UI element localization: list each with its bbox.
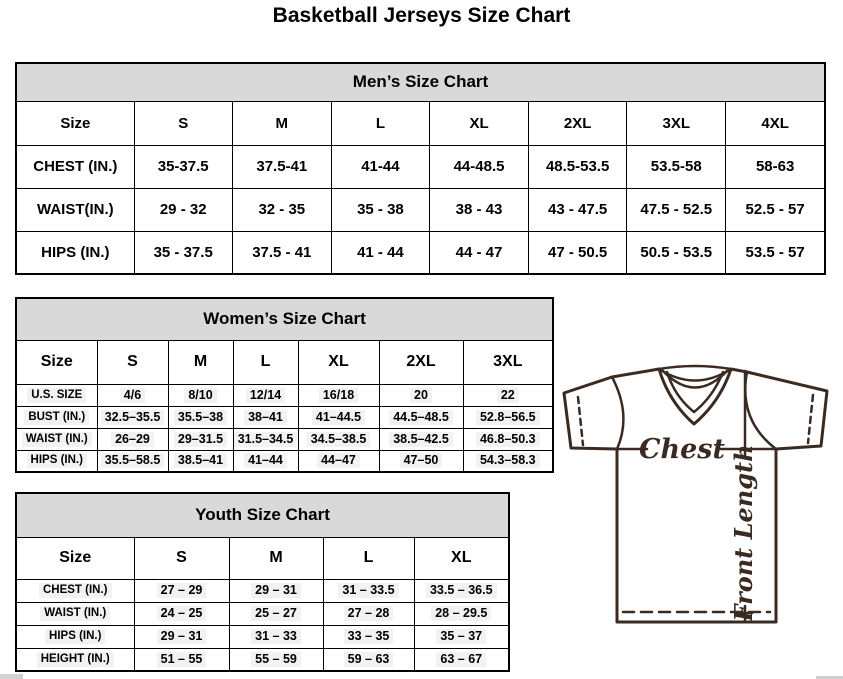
page-title: Basketball Jerseys Size Chart: [272, 4, 571, 27]
cell-text: 4XL: [761, 114, 789, 132]
cell-text: 41–44: [244, 453, 287, 468]
cropped-edge-element-left: [0, 674, 23, 679]
cell-text: 35.5–58.5: [101, 453, 165, 468]
value-cell: [414, 648, 509, 671]
value-cell: [726, 188, 825, 231]
cell-text: BUST (IN.): [24, 410, 89, 425]
cell-text: 35 - 38: [357, 201, 404, 218]
cell-text: M: [269, 549, 283, 566]
value-cell: [429, 145, 528, 188]
value-cell: [232, 101, 331, 145]
womens-chart-title: Women’s Size Chart: [16, 298, 553, 340]
cell-text: 37.5 - 41: [252, 243, 312, 261]
value-cell: [429, 188, 528, 231]
value-cell: [379, 384, 463, 406]
cell-text: 38–41: [244, 410, 287, 425]
cell-text: XL: [328, 353, 349, 370]
value-cell: [331, 101, 429, 145]
cell-text: 26–29: [111, 432, 154, 447]
table-header-row: [16, 340, 553, 384]
table-title-row: [16, 493, 509, 537]
row-label-cell: [16, 579, 134, 602]
value-cell: [414, 602, 509, 625]
left-sleeve-dash-line: [578, 397, 583, 445]
value-cell: [233, 384, 298, 406]
cell-text: 4/6: [120, 388, 145, 403]
value-cell: [298, 428, 379, 450]
cell-text: 44–47: [317, 453, 360, 468]
value-cell: [414, 625, 509, 648]
cell-text: 22: [497, 388, 519, 403]
right-sleeve-dash-line: [808, 395, 813, 443]
value-cell: [229, 537, 323, 579]
cell-text: 35 – 37: [436, 629, 486, 644]
cell-text: 38 - 43: [455, 201, 503, 218]
cell-text: 44.5–48.5: [389, 410, 453, 425]
value-cell: [97, 384, 168, 406]
value-cell: [414, 579, 509, 602]
cell-text: L: [260, 353, 271, 370]
value-cell: [97, 428, 168, 450]
value-cell: [323, 602, 414, 625]
cell-text: S: [178, 114, 189, 132]
value-cell: [298, 406, 379, 428]
table-row: [16, 450, 553, 472]
cell-text: 24 – 25: [157, 606, 207, 621]
value-cell: [134, 602, 229, 625]
value-cell: [134, 188, 232, 231]
value-cell: [134, 145, 232, 188]
row-label-cell: [16, 340, 97, 384]
value-cell: [463, 450, 553, 472]
value-cell: [726, 231, 825, 274]
value-cell: [229, 579, 323, 602]
cell-text: 29 – 31: [157, 629, 207, 644]
cell-text: HEIGHT (IN.): [37, 652, 114, 667]
cell-text: 55 – 59: [251, 652, 301, 667]
cell-text: 44 - 47: [455, 243, 503, 261]
table-title-row: [16, 63, 825, 101]
youth-chart-title: Youth Size Chart: [16, 493, 509, 537]
cell-text: 59 – 63: [344, 652, 394, 667]
cell-text: 44-48.5: [453, 158, 505, 175]
cell-text: 35-37.5: [157, 158, 209, 175]
cell-text: 33.5 – 36.5: [426, 583, 497, 598]
cell-text: 32 - 35: [258, 201, 306, 218]
value-cell: [331, 188, 429, 231]
cell-text: HIPS (IN.): [45, 629, 105, 644]
row-label-cell: [16, 188, 134, 231]
value-cell: [233, 450, 298, 472]
value-cell: [529, 231, 627, 274]
value-cell: [463, 384, 553, 406]
value-cell: [529, 188, 627, 231]
table-header-row: [16, 101, 825, 145]
youth-size-chart-table: [15, 492, 510, 672]
cell-text: 25 – 27: [251, 606, 301, 621]
jersey-measurement-diagram: [555, 358, 843, 658]
value-cell: [627, 188, 726, 231]
value-cell: [463, 340, 553, 384]
value-cell: [168, 428, 233, 450]
cell-text: CHEST (IN.): [39, 583, 112, 598]
cell-text: 28 – 29.5: [431, 606, 491, 621]
cell-text: 37.5-41: [256, 158, 308, 175]
table-row: [16, 188, 825, 231]
cell-text: 12/14: [246, 388, 285, 403]
womens-size-chart-table: [15, 297, 554, 473]
cell-text: 29–31.5: [174, 432, 227, 447]
table-row: [16, 406, 553, 428]
cell-text: 32.5–35.5: [101, 410, 165, 425]
cell-text: 33 – 35: [344, 629, 394, 644]
cell-text: 63 – 67: [436, 652, 486, 667]
cell-text: 46.8–50.3: [476, 432, 540, 447]
cell-text: 47.5 - 52.5: [640, 201, 713, 218]
value-cell: [97, 450, 168, 472]
cell-text: 53.5 - 57: [745, 243, 805, 261]
cell-text: 35.5–38: [174, 410, 227, 425]
cell-text: M: [275, 114, 289, 132]
cell-text: U.S. SIZE: [27, 388, 86, 403]
cell-text: S: [176, 549, 187, 566]
cell-text: 43 - 47.5: [548, 201, 608, 218]
table-row: [16, 145, 825, 188]
value-cell: [331, 145, 429, 188]
row-label-cell: [16, 101, 134, 145]
cell-text: 50.5 - 53.5: [640, 243, 713, 261]
value-cell: [379, 406, 463, 428]
cell-text: 47–50: [400, 453, 443, 468]
cell-text: CHEST (IN.): [33, 158, 118, 175]
value-cell: [232, 231, 331, 274]
cell-text: HIPS (IN.): [41, 243, 110, 261]
row-label-cell: [16, 231, 134, 274]
value-cell: [233, 340, 298, 384]
cell-text: 38.5–42.5: [389, 432, 453, 447]
cell-text: 31 – 33.5: [338, 583, 398, 598]
value-cell: [298, 450, 379, 472]
value-cell: [134, 231, 232, 274]
value-cell: [97, 340, 168, 384]
mens-chart-title: Men’s Size Chart: [16, 63, 825, 101]
value-cell: [529, 101, 627, 145]
cell-text: 3XL: [662, 114, 690, 132]
value-cell: [134, 648, 229, 671]
table-row: [16, 625, 509, 648]
value-cell: [627, 231, 726, 274]
value-cell: [627, 145, 726, 188]
value-cell: [429, 231, 528, 274]
value-cell: [414, 537, 509, 579]
cell-text: 51 – 55: [157, 652, 207, 667]
value-cell: [232, 145, 331, 188]
row-label-cell: [16, 428, 97, 450]
cell-text: WAIST (IN.): [40, 606, 110, 621]
cell-text: 2XL: [406, 353, 436, 370]
value-cell: [134, 537, 229, 579]
table-row: [16, 579, 509, 602]
jersey-outline: [564, 366, 827, 622]
value-cell: [134, 101, 232, 145]
value-cell: [726, 101, 825, 145]
cell-text: XL: [451, 549, 472, 566]
cell-text: 41-44: [361, 158, 400, 175]
cell-text: Size: [59, 549, 92, 566]
cell-text: WAIST (IN.): [22, 432, 92, 447]
value-cell: [323, 579, 414, 602]
value-cell: [229, 625, 323, 648]
cell-text: 3XL: [493, 353, 523, 370]
row-label-cell: [16, 602, 134, 625]
value-cell: [379, 340, 463, 384]
cell-text: 58-63: [755, 158, 795, 175]
row-label-cell: [16, 648, 134, 671]
value-cell: [627, 101, 726, 145]
cell-text: 16/18: [319, 388, 358, 403]
table-row: [16, 428, 553, 450]
mens-size-chart-table: [15, 62, 826, 275]
value-cell: [463, 428, 553, 450]
value-cell: [233, 406, 298, 428]
value-cell: [529, 145, 627, 188]
value-cell: [429, 101, 528, 145]
table-row: [16, 648, 509, 671]
row-label-cell: [16, 625, 134, 648]
cell-text: 2XL: [563, 114, 592, 132]
cell-text: 52.8–56.5: [476, 410, 540, 425]
value-cell: [168, 384, 233, 406]
cell-text: WAIST(IN.): [36, 201, 114, 218]
table-row: [16, 384, 553, 406]
cell-text: 35 - 37.5: [153, 243, 213, 261]
value-cell: [134, 579, 229, 602]
cell-text: 41–44.5: [312, 410, 365, 425]
cell-text: 20: [410, 388, 432, 403]
cell-text: 38.5–41: [174, 453, 227, 468]
cell-text: 31.5–34.5: [234, 432, 298, 447]
cell-text: 29 – 31: [251, 583, 301, 598]
value-cell: [323, 625, 414, 648]
value-cell: [168, 340, 233, 384]
cell-text: 31 – 33: [251, 629, 301, 644]
chest-label: Chest: [639, 434, 725, 465]
cell-text: S: [127, 353, 138, 370]
cell-text: 34.5–38.5: [307, 432, 371, 447]
row-label-cell: [16, 450, 97, 472]
cell-text: 52.5 - 57: [745, 201, 805, 218]
cell-text: 41 - 44: [357, 243, 404, 261]
cell-text: 27 – 28: [344, 606, 394, 621]
table-header-row: [16, 537, 509, 579]
cell-text: M: [193, 353, 208, 370]
value-cell: [232, 188, 331, 231]
value-cell: [331, 231, 429, 274]
cell-text: XL: [469, 114, 489, 132]
value-cell: [97, 406, 168, 428]
value-cell: [168, 406, 233, 428]
value-cell: [298, 384, 379, 406]
cell-text: L: [375, 114, 385, 132]
table-row: [16, 602, 509, 625]
value-cell: [379, 428, 463, 450]
cell-text: 8/10: [184, 388, 216, 403]
cell-text: HIPS (IN.): [27, 453, 87, 468]
value-cell: [726, 145, 825, 188]
value-cell: [134, 625, 229, 648]
cell-text: 27 – 29: [157, 583, 207, 598]
row-label-cell: [16, 145, 134, 188]
value-cell: [229, 602, 323, 625]
row-label-cell: [16, 406, 97, 428]
front-length-label: Front Length: [729, 444, 758, 622]
value-cell: [229, 648, 323, 671]
value-cell: [168, 450, 233, 472]
table-title-row: [16, 298, 553, 340]
cell-text: 53.5-58: [650, 158, 702, 175]
value-cell: [323, 648, 414, 671]
value-cell: [323, 537, 414, 579]
value-cell: [233, 428, 298, 450]
value-cell: [379, 450, 463, 472]
cell-text: 48.5-53.5: [545, 158, 610, 175]
cell-text: Size: [40, 353, 73, 370]
row-label-cell: [16, 384, 97, 406]
cell-text: L: [363, 549, 374, 566]
cell-text: 54.3–58.3: [476, 453, 540, 468]
cell-text: 47 - 50.5: [548, 243, 608, 261]
cell-text: Size: [60, 114, 91, 132]
table-row: [16, 231, 825, 274]
cell-text: 29 - 32: [159, 201, 207, 218]
row-label-cell: [16, 537, 134, 579]
value-cell: [463, 406, 553, 428]
value-cell: [298, 340, 379, 384]
